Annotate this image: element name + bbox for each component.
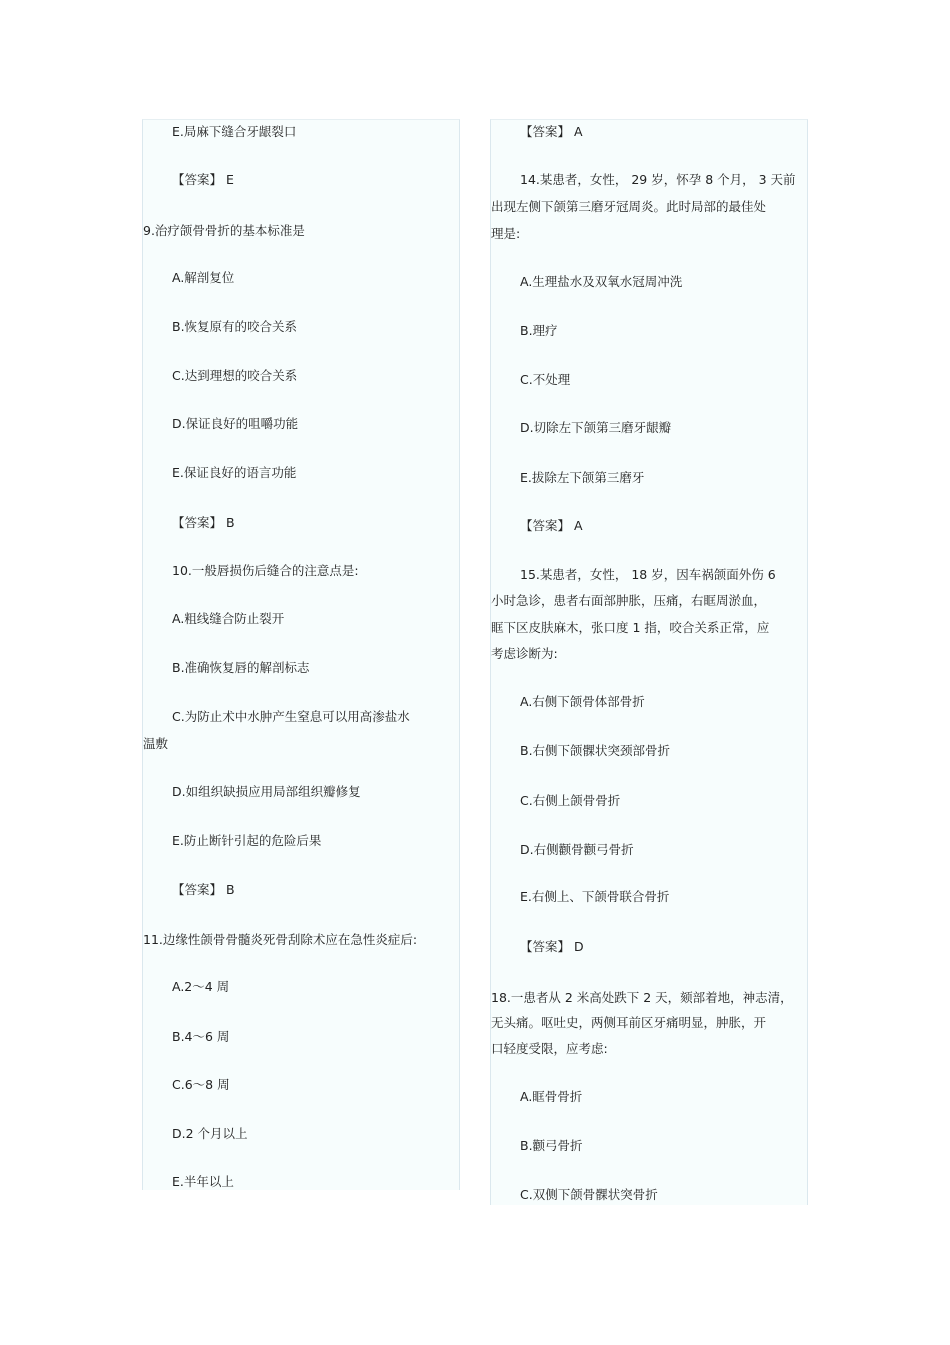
- right-line-13: 眶下区皮肤麻木，张口度 1 指，咬合关系正常，应: [491, 620, 770, 635]
- right-line-20: 【答案】 D: [520, 939, 584, 954]
- left-line-4: A.解剖复位: [172, 270, 235, 285]
- right-line-7: C.不处理: [520, 372, 571, 387]
- right-line-26: C.双侧下颌骨髁状突骨折: [520, 1187, 658, 1202]
- left-line-2: 【答案】 E: [172, 172, 234, 187]
- right-line-8: D.切除左下颌第三磨牙龈瓣: [520, 420, 672, 435]
- right-line-4: 理是:: [491, 226, 521, 241]
- left-line-10: 10.一般唇损伤后缝合的注意点是:: [172, 563, 359, 578]
- right-line-23: 口轻度受限，应考虑:: [491, 1041, 608, 1056]
- left-line-5: B.恢复原有的咬合关系: [172, 319, 298, 334]
- left-line-22: D.2 个月以上: [172, 1126, 248, 1141]
- left-line-18: 11.边缘性颌骨骨髓炎死骨刮除术应在急性炎症后:: [143, 932, 418, 947]
- right-line-3: 出现左侧下颌第三磨牙冠周炎。此时局部的最佳处: [491, 199, 767, 214]
- right-line-22: 无头痛。呕吐史，两侧耳前区牙痛明显，肿胀，开: [491, 1015, 767, 1030]
- left-line-13: C.为防止术中水肿产生窒息可以用高渗盐水: [172, 709, 410, 724]
- right-line-24: A.眶骨骨折: [520, 1089, 583, 1104]
- left-line-14: 温敷: [143, 736, 169, 751]
- left-line-7: D.保证良好的咀嚼功能: [172, 416, 299, 431]
- right-line-1: 【答案】 A: [520, 124, 583, 139]
- right-line-9: E.拔除左下颌第三磨牙: [520, 470, 645, 485]
- left-line-15: D.如组织缺损应用局部组织瓣修复: [172, 784, 361, 799]
- right-line-21: 18.一患者从 2 米高处跌下 2 天，颏部着地，神志清，: [491, 990, 793, 1005]
- left-line-19: A.2～4 周: [172, 979, 230, 994]
- right-line-2: 14.某患者，女性， 29 岁，怀孕 8 个月， 3 天前: [520, 172, 796, 187]
- left-line-9: 【答案】 B: [172, 515, 235, 530]
- left-line-21: C.6～8 周: [172, 1077, 230, 1092]
- left-line-23: E.半年以上: [172, 1174, 234, 1189]
- right-line-17: C.右侧上颌骨骨折: [520, 793, 621, 808]
- right-line-16: B.右侧下颌髁状突颈部骨折: [520, 743, 671, 758]
- right-line-14: 考虑诊断为:: [491, 646, 558, 661]
- right-line-19: E.右侧上、下颌骨联合骨折: [520, 889, 670, 904]
- right-line-15: A.右侧下颌骨体部骨折: [520, 694, 645, 709]
- right-line-12: 小时急诊，患者右面部肿胀，压痛，右眶周淤血，: [491, 593, 767, 608]
- left-line-12: B.准确恢复唇的解剖标志: [172, 660, 310, 675]
- right-line-10: 【答案】 A: [520, 518, 583, 533]
- right-line-18: D.右侧颧骨颧弓骨折: [520, 842, 634, 857]
- left-line-16: E.防止断针引起的危险后果: [172, 833, 322, 848]
- left-line-1: E.局麻下缝合牙龈裂口: [172, 124, 297, 139]
- right-line-5: A.生理盐水及双氧水冠周冲洗: [520, 274, 683, 289]
- left-line-3: 9.治疗颌骨骨折的基本标准是: [143, 223, 305, 238]
- left-line-6: C.达到理想的咬合关系: [172, 368, 298, 383]
- right-line-6: B.理疗: [520, 323, 558, 338]
- left-line-8: E.保证良好的语言功能: [172, 465, 297, 480]
- right-line-25: B.颧弓骨折: [520, 1138, 583, 1153]
- left-line-11: A.粗线缝合防止裂开: [172, 611, 285, 626]
- left-line-20: B.4～6 周: [172, 1029, 230, 1044]
- left-line-17: 【答案】 B: [172, 882, 235, 897]
- right-line-11: 15.某患者，女性， 18 岁，因车祸颌面外伤 6: [520, 567, 776, 582]
